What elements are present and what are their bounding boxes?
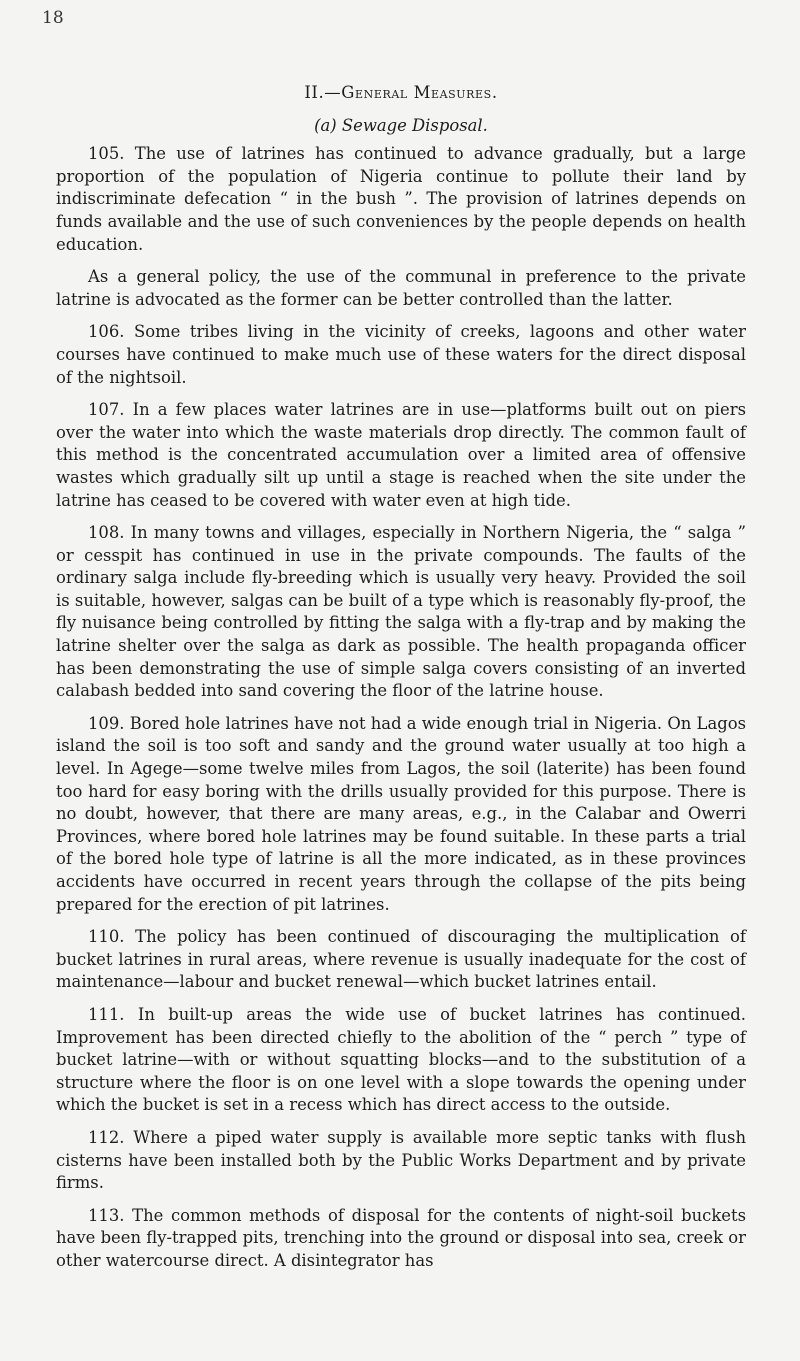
paragraph-112: 112. Where a piped water supply is available more septic tanks with flush cisterns have been installed both by the Public Works Department and by private firms. xyxy=(56,1127,746,1193)
paragraph-106: 106. Some tribes living in the vicinity of creeks, lagoons and other water courses have continued to make much use of these waters for the direct disposal of the nightsoil. xyxy=(56,322,746,387)
paragraph-general-policy: As a general policy, the use of the communal in preference to the private latrine is advocated as the former can be better controlled than the latter. xyxy=(56,267,746,309)
paragraph-105: 105. The use of latrines has continued to advance gradually, but a large proportion of the population of Nigeria continue to pollute their land by indiscriminate defecation “ in the bush ”. The provision of latrines depends on funds available and the use of such conveniences by the people depends on health education. xyxy=(56,144,746,254)
section-heading: II.—General Measures. xyxy=(304,83,498,102)
subheading: (a) Sewage Disposal. xyxy=(314,115,488,135)
paragraph-111: 111. In built-up areas the wide use of bucket latrines has continued. Improvement has been directed chiefly to the abolition of the “ perch ” type of bucket latrine—with or without squatting blocks—and to the substitution of a structure where the floor is on one level with a slope towards the opening under which the bucket is set in a recess which has direct access to the outside. xyxy=(56,1004,746,1115)
paragraph-110: 110. The policy has been continued of discouraging the multiplication of bucket latrines in rural areas, where revenue is usually inadequate for the cost of maintenance—labour and bucket renewal—which bucket latrines entail. xyxy=(56,927,746,992)
paragraph-108: 108. In many towns and villages, especially in Northern Nigeria, the “ salga ” or cesspit has continued in use in the private compounds. The faults of the ordinary salga include fly-breeding which is usually very heavy. Provided the soil is suitable, however, salgas can be built of a type which is reasonably fly-proof, the fly nuisance being controlled by fitting the salga with a fly-trap and by making the latrine shelter over the salga as dark as possible. The health propaganda officer has been demonstrating the use of simple salga covers consisting of an inverted calabash bedded into sand covering the floor of the latrine house. xyxy=(56,523,746,701)
document-body xyxy=(56,82,746,1283)
paragraph-109: 109. Bored hole latrines have not had a wide enough trial in Nigeria. On Lagos island the soil is too soft and sandy and the ground water usually at too high a level. In Agege—some twelve miles from Lagos, the soil (laterite) has been found too hard for easy boring with the drills usually provided for this purpose. There is no doubt, however, that there are many areas, e.g., in the Calabar and Owerri Provinces, where bored hole latrines may be found suitable. In these parts a trial of the bored hole type of latrine is all the more indicated, as in these provinces accidents have occurred in recent years through the collapse of the pits being prepared for the erection of pit latrines. xyxy=(56,713,746,914)
paragraph-107: 107. In a few places water latrines are in use—platforms built out on piers over the water into which the waste materials drop directly. The common fault of this method is the concentrated accumulation over a limited area of offensive wastes which gradually silt up until a stage is reached when the site under the latrine has ceased to be covered with water even at high tide. xyxy=(56,400,746,510)
page-number: 18 xyxy=(42,8,64,28)
paragraph-113: 113. The common methods of disposal for the contents of night-soil buckets have been fly-trapped pits, trenching into the ground or disposal into sea, creek or other watercourse direct. A disintegrator has xyxy=(56,1205,746,1270)
